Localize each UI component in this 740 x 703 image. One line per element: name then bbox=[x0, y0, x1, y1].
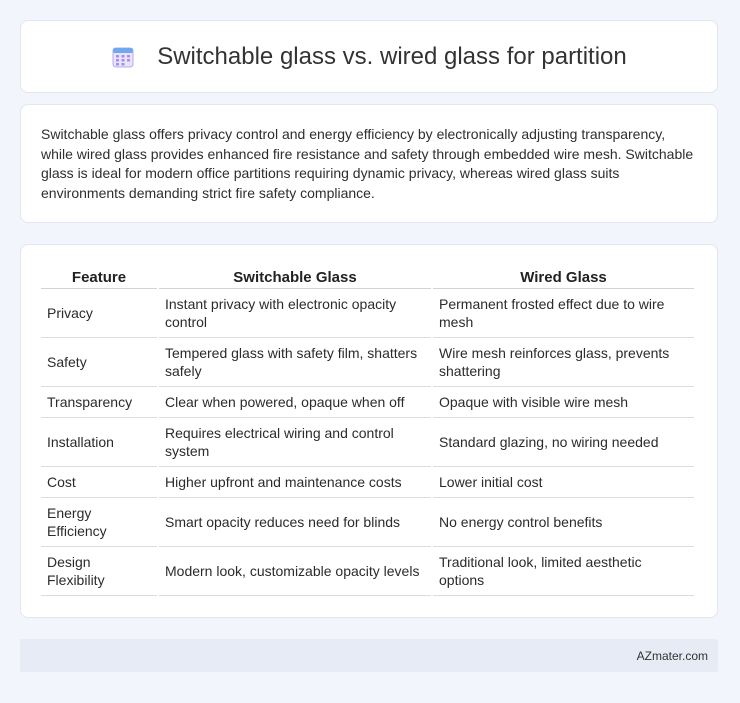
cell-wired: No energy control benefits bbox=[433, 498, 694, 547]
cell-feature: Design Flexibility bbox=[41, 547, 157, 596]
cell-switchable: Instant privacy with electronic opacity control bbox=[159, 289, 431, 338]
table-header-row bbox=[41, 263, 694, 289]
cell-feature: Privacy bbox=[41, 289, 157, 338]
header-switchable-glass: Switchable Glass bbox=[159, 263, 431, 289]
cell-feature: Energy Efficiency bbox=[41, 498, 157, 547]
comparison-table bbox=[39, 263, 696, 596]
table-row bbox=[41, 387, 694, 418]
table-row bbox=[41, 338, 694, 387]
cell-wired: Traditional look, limited aesthetic options bbox=[433, 547, 694, 596]
cell-switchable: Clear when powered, opaque when off bbox=[159, 387, 431, 418]
calendar-icon bbox=[111, 45, 135, 69]
cell-switchable: Higher upfront and maintenance costs bbox=[159, 467, 431, 498]
summary-text: Switchable glass offers privacy control and energy efficiency by electronically adjusting transparency, while wired glass provides enhanced fire resistance and safety through embedded wire mesh. Switchable glass is ideal for modern office partitions requiring dynamic privacy, whereas wired glass suits environments demanding strict fire safety compliance. bbox=[41, 126, 694, 201]
cell-feature: Safety bbox=[41, 338, 157, 387]
comparison-card bbox=[20, 244, 718, 618]
header-wired-glass: Wired Glass bbox=[433, 263, 694, 289]
cell-wired: Opaque with visible wire mesh bbox=[433, 387, 694, 418]
cell-feature: Cost bbox=[41, 467, 157, 498]
footer-bar bbox=[20, 639, 718, 672]
footer-site-label: AZmater.com bbox=[636, 648, 708, 663]
cell-wired: Permanent frosted effect due to wire mesh bbox=[433, 289, 694, 338]
title-card bbox=[20, 20, 718, 93]
cell-wired: Wire mesh reinforces glass, prevents shattering bbox=[433, 338, 694, 387]
cell-feature: Installation bbox=[41, 418, 157, 467]
cell-switchable: Smart opacity reduces need for blinds bbox=[159, 498, 431, 547]
page-title: Switchable glass vs. wired glass for partition bbox=[157, 42, 627, 70]
cell-switchable: Tempered glass with safety film, shatters safely bbox=[159, 338, 431, 387]
cell-wired: Standard glazing, no wiring needed bbox=[433, 418, 694, 467]
header-feature: Feature bbox=[41, 263, 157, 289]
table-row bbox=[41, 467, 694, 498]
table-row bbox=[41, 547, 694, 596]
cell-wired: Lower initial cost bbox=[433, 467, 694, 498]
cell-feature: Transparency bbox=[41, 387, 157, 418]
cell-switchable: Requires electrical wiring and control system bbox=[159, 418, 431, 467]
summary-card bbox=[20, 104, 718, 223]
table-row bbox=[41, 418, 694, 467]
table-row bbox=[41, 289, 694, 338]
cell-switchable: Modern look, customizable opacity levels bbox=[159, 547, 431, 596]
table-row bbox=[41, 498, 694, 547]
